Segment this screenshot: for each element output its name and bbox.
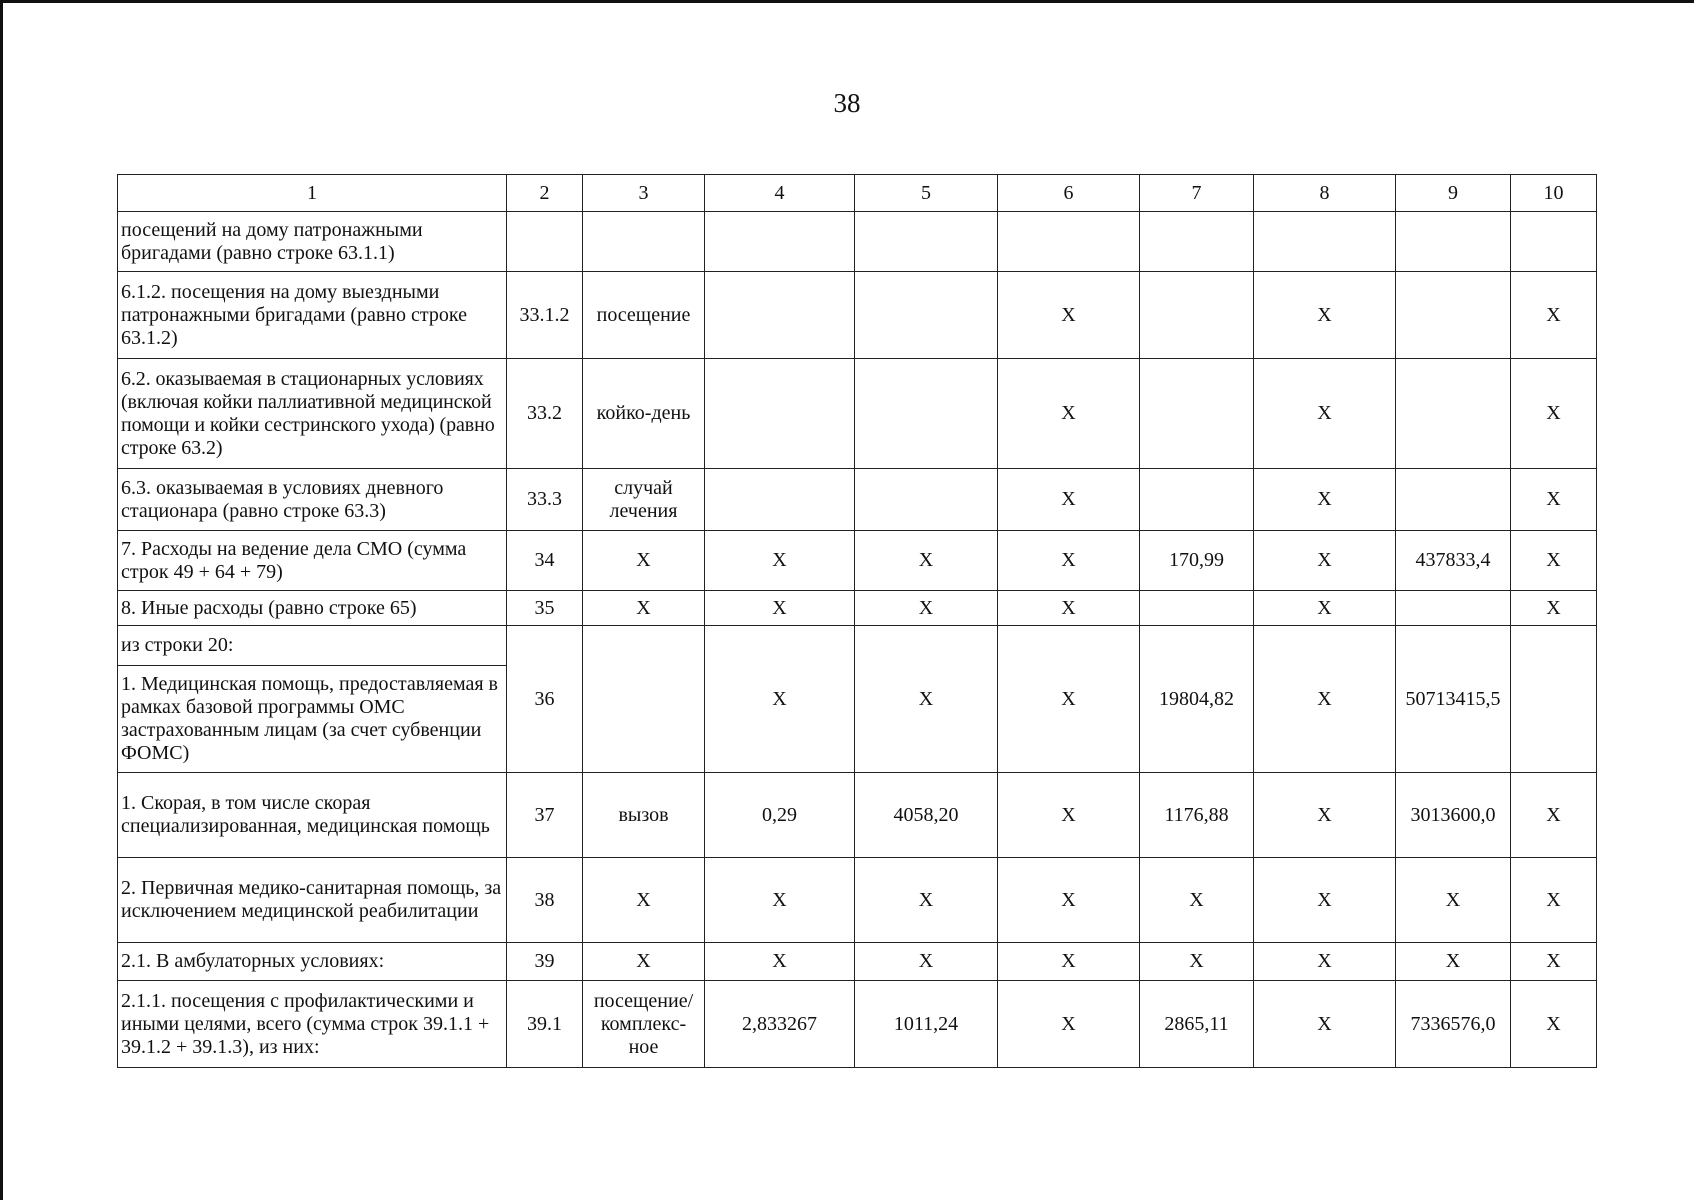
cell: 2865,11 bbox=[1140, 981, 1254, 1068]
cell bbox=[1396, 359, 1511, 469]
row-description: 2. Первичная медико-санитарная помощь, за исключением медицинской реабилитации bbox=[118, 858, 507, 943]
table-row bbox=[118, 981, 1597, 1068]
table-row bbox=[118, 359, 1597, 469]
cell bbox=[1396, 272, 1511, 359]
cell: 50713415,5 bbox=[1396, 626, 1511, 773]
table-row bbox=[118, 212, 1597, 272]
cell bbox=[1396, 469, 1511, 531]
cell: X bbox=[855, 591, 998, 626]
cell: X bbox=[705, 858, 855, 943]
cell: 36 bbox=[507, 626, 583, 773]
cell: 37 bbox=[507, 773, 583, 858]
cell: 4058,20 bbox=[855, 773, 998, 858]
cell: X bbox=[998, 531, 1140, 591]
cell: X bbox=[1396, 858, 1511, 943]
page-edge-left bbox=[0, 0, 3, 1200]
row-description: 6.1.2. посещения на дому выездными патронажными бригадами (равно строке 63.1.2) bbox=[118, 272, 507, 359]
cell: X bbox=[1140, 943, 1254, 981]
table-row bbox=[118, 773, 1597, 858]
column-header: 1 bbox=[118, 175, 507, 212]
cell: X bbox=[855, 858, 998, 943]
cell: X bbox=[855, 626, 998, 773]
cell bbox=[1140, 359, 1254, 469]
table-row bbox=[118, 469, 1597, 531]
cell bbox=[705, 212, 855, 272]
cell: X bbox=[1396, 943, 1511, 981]
cell: X bbox=[705, 943, 855, 981]
page-edge-top bbox=[0, 0, 1694, 3]
cell: 2,833267 bbox=[705, 981, 855, 1068]
cell: посещение/ комплекс-ное bbox=[583, 981, 705, 1068]
cell bbox=[1254, 212, 1396, 272]
row-description: 1. Скорая, в том числе скорая специализированная, медицинская помощь bbox=[118, 773, 507, 858]
cell: X bbox=[998, 773, 1140, 858]
cell: X bbox=[1254, 591, 1396, 626]
cell: X bbox=[1254, 626, 1396, 773]
table-row bbox=[118, 591, 1597, 626]
cell: посещение bbox=[583, 272, 705, 359]
cell: X bbox=[705, 626, 855, 773]
cell: X bbox=[583, 531, 705, 591]
cell bbox=[855, 469, 998, 531]
cell: X bbox=[1511, 981, 1597, 1068]
row-description: 2.1. В амбулаторных условиях: bbox=[118, 943, 507, 981]
cell: 0,29 bbox=[705, 773, 855, 858]
cell bbox=[1396, 591, 1511, 626]
table-row bbox=[118, 943, 1597, 981]
cell: 33.3 bbox=[507, 469, 583, 531]
column-header: 9 bbox=[1396, 175, 1511, 212]
cell: X bbox=[1254, 943, 1396, 981]
cell: случай лечения bbox=[583, 469, 705, 531]
table-header-row bbox=[118, 175, 1597, 212]
column-header: 5 bbox=[855, 175, 998, 212]
cell: X bbox=[998, 626, 1140, 773]
cell bbox=[1396, 212, 1511, 272]
cell: X bbox=[1254, 858, 1396, 943]
row-description: 1. Медицинская помощь, предоставляемая в рамках базовой программы ОМС застрахованным лицам (за счет субвенции ФОМС) bbox=[118, 666, 507, 773]
cell: X bbox=[998, 359, 1140, 469]
cell: 437833,4 bbox=[1396, 531, 1511, 591]
cell: 39 bbox=[507, 943, 583, 981]
row-description: 8. Иные расходы (равно строке 65) bbox=[118, 591, 507, 626]
column-header: 7 bbox=[1140, 175, 1254, 212]
cell: X bbox=[1254, 531, 1396, 591]
cell: X bbox=[1140, 858, 1254, 943]
cell: 170,99 bbox=[1140, 531, 1254, 591]
cell: X bbox=[998, 981, 1140, 1068]
page-number: 38 bbox=[833, 88, 861, 118]
cell: X bbox=[1254, 981, 1396, 1068]
cell bbox=[583, 212, 705, 272]
cell: вызов bbox=[583, 773, 705, 858]
cell bbox=[855, 272, 998, 359]
cell: X bbox=[705, 531, 855, 591]
table-row bbox=[118, 531, 1597, 591]
cell: 1011,24 bbox=[855, 981, 998, 1068]
cell bbox=[855, 359, 998, 469]
data-table bbox=[117, 174, 1597, 1068]
cell: X bbox=[1511, 359, 1597, 469]
column-header: 8 bbox=[1254, 175, 1396, 212]
cell: 33.1.2 bbox=[507, 272, 583, 359]
row-description: 2.1.1. посещения с профилактическими и иными целями, всего (сумма строк 39.1.1 + 39.1.2 + 39.1.3), из них: bbox=[118, 981, 507, 1068]
cell: X bbox=[998, 943, 1140, 981]
cell: 38 bbox=[507, 858, 583, 943]
cell bbox=[1140, 591, 1254, 626]
cell: X bbox=[1511, 773, 1597, 858]
cell: X bbox=[1511, 943, 1597, 981]
cell: койко-день bbox=[583, 359, 705, 469]
row-description: посещений на дому патронажными бригадами (равно строке 63.1.1) bbox=[118, 212, 507, 272]
row-description: 6.3. оказываемая в условиях дневного стационара (равно строке 63.3) bbox=[118, 469, 507, 531]
row-description: 6.2. оказываемая в стационарных условиях (включая койки паллиативной медицинской помощи и койки сестринского ухода) (равно строке 63.2) bbox=[118, 359, 507, 469]
column-header: 6 bbox=[998, 175, 1140, 212]
cell bbox=[583, 626, 705, 773]
cell: X bbox=[1511, 591, 1597, 626]
table-row bbox=[118, 858, 1597, 943]
row-subheading: из строки 20: bbox=[118, 626, 507, 666]
cell: X bbox=[998, 272, 1140, 359]
cell: X bbox=[1511, 858, 1597, 943]
cell: X bbox=[1511, 531, 1597, 591]
cell bbox=[1511, 212, 1597, 272]
cell: X bbox=[1254, 272, 1396, 359]
cell: X bbox=[1511, 469, 1597, 531]
cell: 33.2 bbox=[507, 359, 583, 469]
cell: 39.1 bbox=[507, 981, 583, 1068]
cell bbox=[507, 212, 583, 272]
cell bbox=[855, 212, 998, 272]
cell bbox=[998, 212, 1140, 272]
cell: 19804,82 bbox=[1140, 626, 1254, 773]
cell: X bbox=[998, 591, 1140, 626]
table-row bbox=[118, 626, 1597, 666]
cell: X bbox=[1254, 469, 1396, 531]
cell bbox=[705, 359, 855, 469]
cell: X bbox=[855, 531, 998, 591]
cell: 34 bbox=[507, 531, 583, 591]
cell: X bbox=[998, 469, 1140, 531]
column-header: 3 bbox=[583, 175, 705, 212]
table-row bbox=[118, 272, 1597, 359]
column-header: 2 bbox=[507, 175, 583, 212]
cell: X bbox=[998, 858, 1140, 943]
cell: 35 bbox=[507, 591, 583, 626]
column-header: 10 bbox=[1511, 175, 1597, 212]
cell bbox=[1140, 212, 1254, 272]
cell bbox=[1140, 469, 1254, 531]
cell bbox=[1511, 626, 1597, 773]
cell: 3013600,0 bbox=[1396, 773, 1511, 858]
cell: X bbox=[1254, 359, 1396, 469]
cell: X bbox=[583, 591, 705, 626]
cell: X bbox=[1511, 272, 1597, 359]
cell: X bbox=[583, 858, 705, 943]
cell bbox=[1140, 272, 1254, 359]
cell: 1176,88 bbox=[1140, 773, 1254, 858]
column-header: 4 bbox=[705, 175, 855, 212]
cell bbox=[705, 469, 855, 531]
row-description: 7. Расходы на ведение дела СМО (сумма строк 49 + 64 + 79) bbox=[118, 531, 507, 591]
cell: X bbox=[583, 943, 705, 981]
cell: X bbox=[705, 591, 855, 626]
cell: X bbox=[855, 943, 998, 981]
cell: 7336576,0 bbox=[1396, 981, 1511, 1068]
cell bbox=[705, 272, 855, 359]
cell: X bbox=[1254, 773, 1396, 858]
